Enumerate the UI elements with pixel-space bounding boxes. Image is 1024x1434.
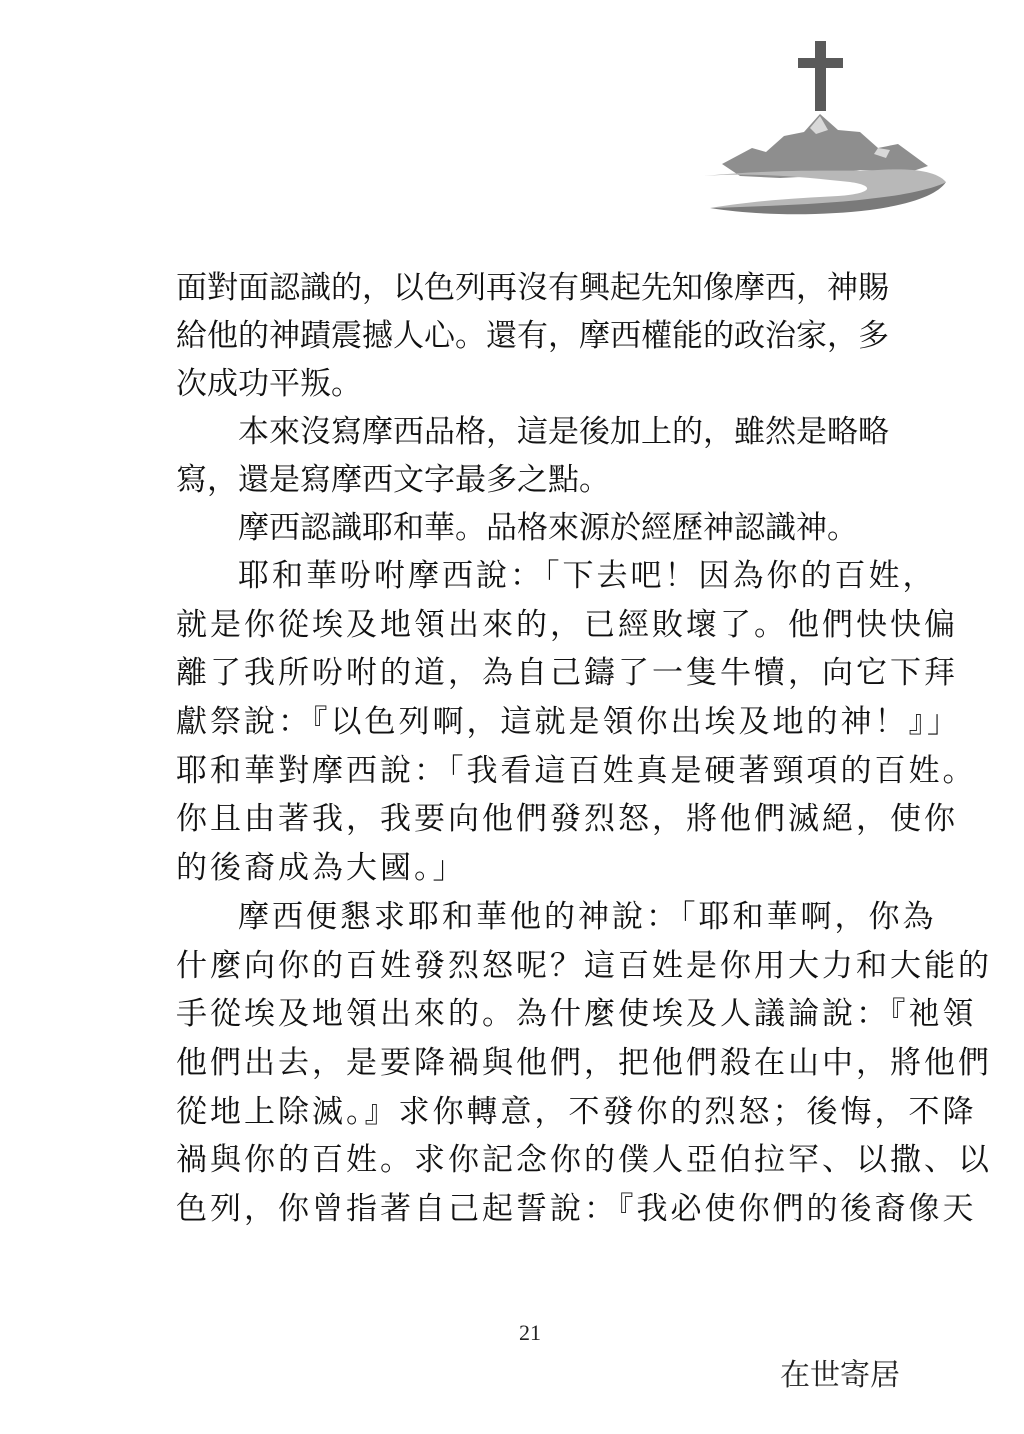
scripture-line: 從地上除滅。』求你轉意，不發你的烈怒；後悔，不降 [176,1093,977,1130]
scripture-line: 什麼向你的百姓發烈怒呢？這百姓是你用大力和大能的 [176,947,992,984]
scripture-line: 摩西便懇求耶和華他的神說：「耶和華啊，你為 [238,898,937,935]
scripture-line: 的後裔成為大國。」 [176,850,467,887]
cross-mountain-logo [700,36,950,216]
scripture-line: 手從埃及地領出來的。為什麼使埃及人議論說：『祂領 [176,996,977,1033]
paragraph-line: 本來沒寫摩西品格，這是後加上的，雖然是略略 [238,414,889,450]
main-text [176,264,992,1234]
mountain-peak-icon [722,114,928,178]
scripture-line: 禍與你的百姓。求你記念你的僕人亞伯拉罕、以撒、以 [176,1142,992,1179]
scripture-line: 你且由著我，我要向他們發烈怒，將他們滅絕，使你 [176,801,958,838]
book-title: 在世寄居 [780,1358,900,1393]
scripture-line: 耶和華吩咐摩西說：「下去吧！因為你的百姓， [238,558,937,594]
scripture-line: 色列，你曾指著自己起誓說：『我必使你們的後裔像天 [176,1190,977,1227]
scripture-line: 耶和華對摩西說：「我看這百姓真是硬著頸項的百姓。 [176,752,977,789]
scripture-line: 就是你從埃及地領出來的，已經敗壞了。他們快快偏 [176,606,958,643]
paragraph-line: 面對面認識的，以色列再沒有興起先知像摩西，神賜 [176,270,889,306]
scripture-line: 離了我所吩咐的道，為自己鑄了一隻牛犢，向它下拜 [176,655,958,692]
paragraph-line: 寫，還是寫摩西文字最多之點。 [176,462,610,498]
scripture-line: 獻祭說：『以色列啊，這就是領你出埃及地的神！』」 [176,704,961,741]
scripture-line: 他們出去，是要降禍與他們，把他們殺在山中，將他們 [176,1044,992,1081]
paragraph-line: 次成功平叛。 [176,366,362,402]
cross-vertical-icon [815,41,826,111]
page-number: 21 [519,1320,541,1345]
paragraph-line: 摩西認識耶和華。品格來源於經歷神認識神。 [238,510,858,546]
cross-horizontal-icon [798,58,843,68]
paragraph-line: 給他的神蹟震撼人心。還有，摩西權能的政治家，多 [176,318,889,354]
